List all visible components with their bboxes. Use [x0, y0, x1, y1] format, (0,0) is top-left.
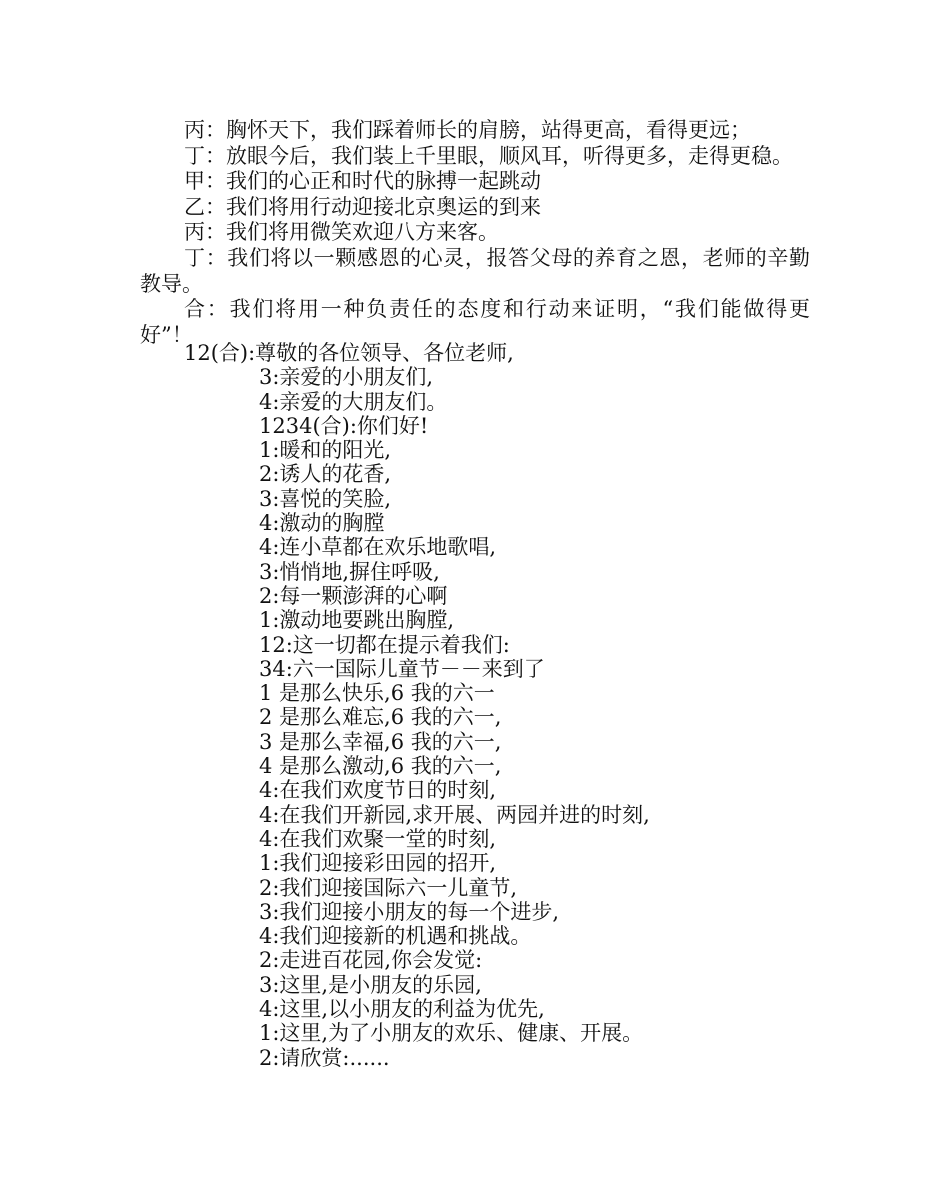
script-line: 12:这一切都在提示着我们: [259, 632, 510, 657]
paragraph: 丙：胸怀天下，我们踩着师长的肩膀，站得更高，看得更远； [184, 118, 751, 142]
script-line: 12(合):尊敬的各位领导、各位老师, [184, 341, 514, 365]
script-line: 34:六一国际儿童节－－来到了 [259, 656, 545, 681]
paragraph: 丙：我们将用微笑欢迎八方来客。 [184, 220, 499, 245]
script-line: 4 是那么激动,6 我的六一, [259, 754, 502, 779]
paragraph: 丁：我们将以一颗感恩的心灵，报答父母的养育之恩，老师的辛勤教导。 [140, 245, 810, 296]
script-line: 2:我们迎接国际六一儿童节, [259, 875, 518, 900]
script-line: 3 是那么幸福,6 我的六一, [259, 729, 502, 754]
script-line: 2 是那么难忘,6 我的六一, [259, 705, 502, 730]
paragraph: 合：我们将用一种负责任的态度和行动来证明，“我们能做得更好”！ [140, 297, 810, 347]
script-line: 2:诱人的花香, [259, 462, 392, 487]
script-line: 3:悄悄地,摒住呼吸, [259, 559, 440, 584]
script-line: 4:我们迎接新的机遇和挑战。 [259, 924, 532, 949]
paragraph: 丁：放眼今后，我们装上千里眼，顺风耳，听得更多，走得更稳。 [184, 143, 793, 168]
script-line: 4:在我们欢聚一堂的时刻, [259, 826, 497, 851]
script-line: 1:暖和的阳光, [259, 438, 392, 463]
script-line: 2:走进百花园,你会发觉: [259, 948, 483, 973]
script-line: 4:激动的胸膛 [259, 511, 385, 536]
script-line: 3:我们迎接小朋友的每一个进步, [259, 899, 560, 924]
script-line: 1:我们迎接彩田园的招开, [259, 851, 497, 876]
script-line: 2:每一颗澎湃的心啊 [259, 583, 448, 608]
paragraph: 甲：我们的心正和时代的脉搏一起跳动 [184, 169, 541, 194]
script-line: 1 是那么快乐,6 我的六一 [259, 681, 495, 706]
script-line: 4:在我们开新园,求开展、两园并进的时刻, [259, 802, 650, 827]
script-line: 3:这里,是小朋友的乐园, [259, 972, 482, 997]
script-line: 1234(合):你们好! [259, 413, 429, 438]
script-line: 1:这里,为了小朋友的欢乐、健康、开展。 [259, 1021, 644, 1046]
paragraph: 乙：我们将用行动迎接北京奥运的到来 [184, 194, 541, 219]
dialogue-paragraphs [140, 118, 810, 348]
script-line: 3:亲爱的小朋友们, [259, 365, 434, 390]
script-line: 4:这里,以小朋友的利益为优先, [259, 997, 545, 1022]
script-line: 2:请欣赏:...... [259, 1045, 390, 1070]
script-line: 4:连小草都在欢乐地歌唱, [259, 535, 497, 560]
script-lines [184, 341, 824, 1070]
script-line: 3:喜悦的笑脸, [259, 486, 392, 511]
script-line: 1:激动地要跳出胸膛, [259, 608, 455, 633]
script-line: 4:在我们欢度节日的时刻, [259, 778, 497, 803]
script-line: 4:亲爱的大朋友们。 [259, 389, 448, 414]
